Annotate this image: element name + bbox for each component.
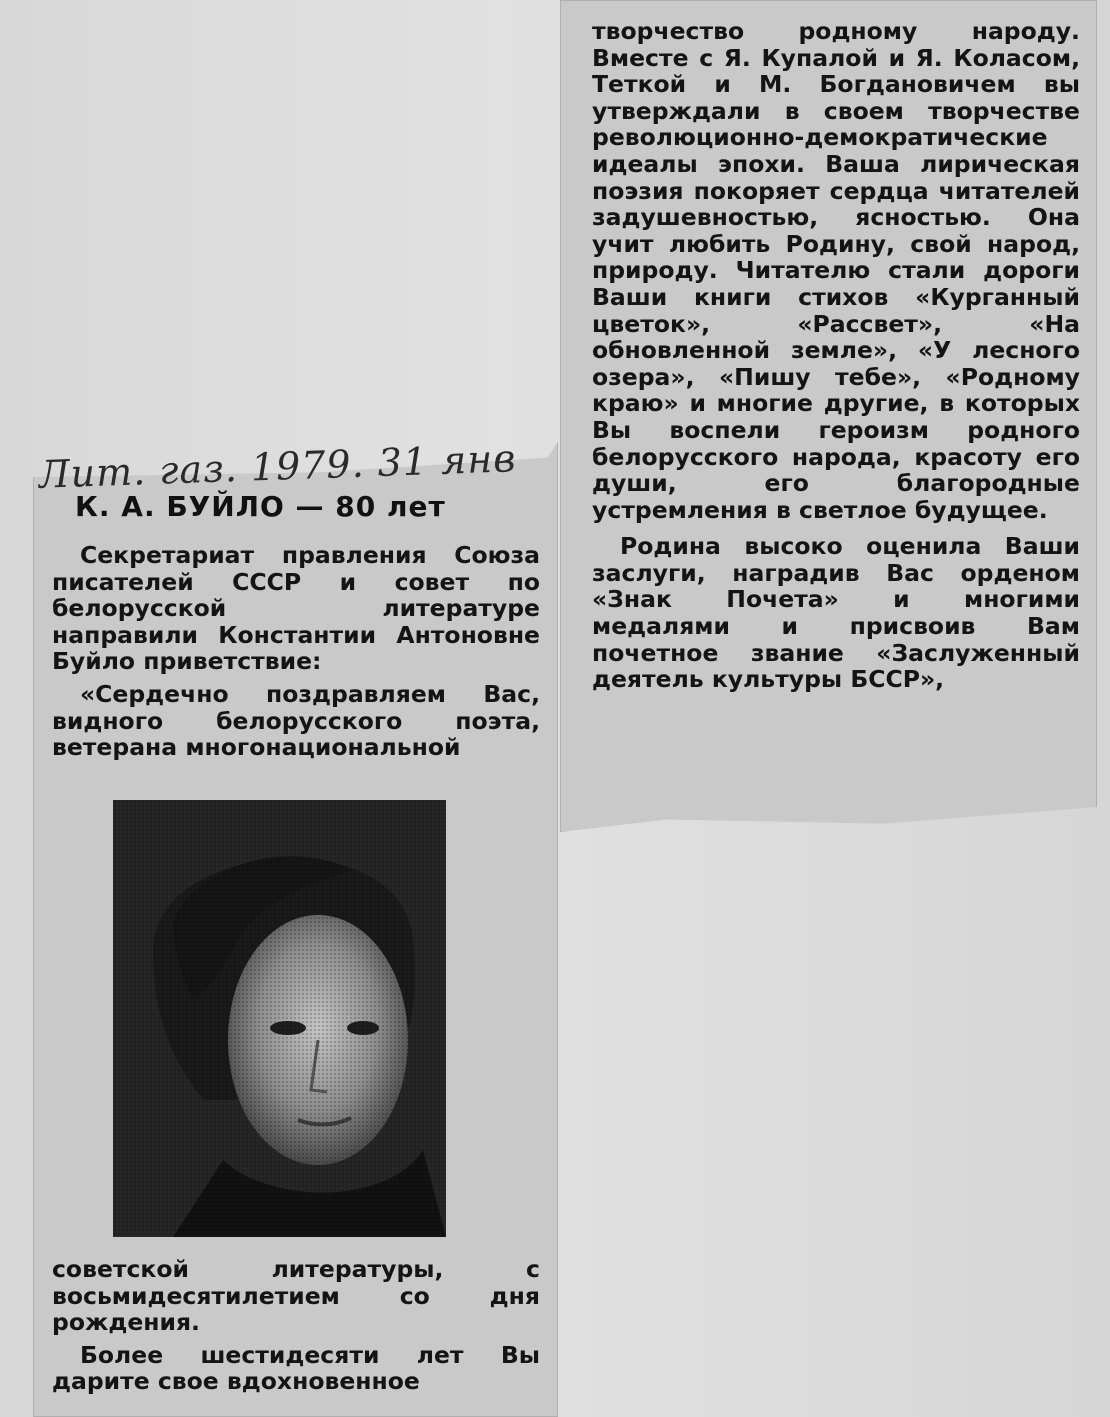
greeting-paragraph: «Сердечно поздравляем Вас, видного белорусского поэта, ветерана многонациональной	[52, 679, 540, 762]
more-paragraph: Более шестидесяти лет Вы дарите свое вдохновенное	[52, 1340, 540, 1396]
handwritten-note: Лит. газ. 1979. 31 янв	[37, 436, 518, 497]
portrait-image	[113, 800, 446, 1237]
article-headline: К. А. БУЙЛО — 80 лет	[75, 490, 446, 523]
right-paragraph-1: творчество родному народу. Вместе с Я. Купалой и Я. Коласом, Теткой и М. Богдановичем вы утверждали в своем творчестве революционно-демократические идеалы эпохи. Ваша лирическая поэзия покоряет сердца читателей задушевностью, ясностью. Она учит любить Родину, свой народ, природу. Читателю стали дороги Ваши книги стихов «Курганный цветок», «Рассвет», «На обновленной земле», «У лесного озера», «Пишу тебе», «Родному краю» и многие другие, в которых Вы воспели героизм родного белорусского народа, красоту его души, его благородные устремления в светлое будущее.	[592, 17, 1080, 524]
portrait-photo	[113, 800, 446, 1237]
greeting-continued: советской литературы, с восьмидесятилетием со дня рождения.	[52, 1255, 540, 1337]
left-column-top	[52, 542, 540, 761]
right-column-text	[592, 18, 1080, 693]
right-paragraph-2: Родина высоко оценила Ваши заслуги, наградив Вас орденом «Знак Почета» и многими медалями и присвоив Вам почетное звание «Заслуженный деятель культуры БССР»,	[592, 532, 1080, 694]
intro-paragraph: Секретариат правления Союза писателей СССР и совет по белорусской литературе направили Константии Антоновне Буйло приветствие:	[52, 541, 540, 676]
left-column-bottom	[52, 1256, 540, 1395]
